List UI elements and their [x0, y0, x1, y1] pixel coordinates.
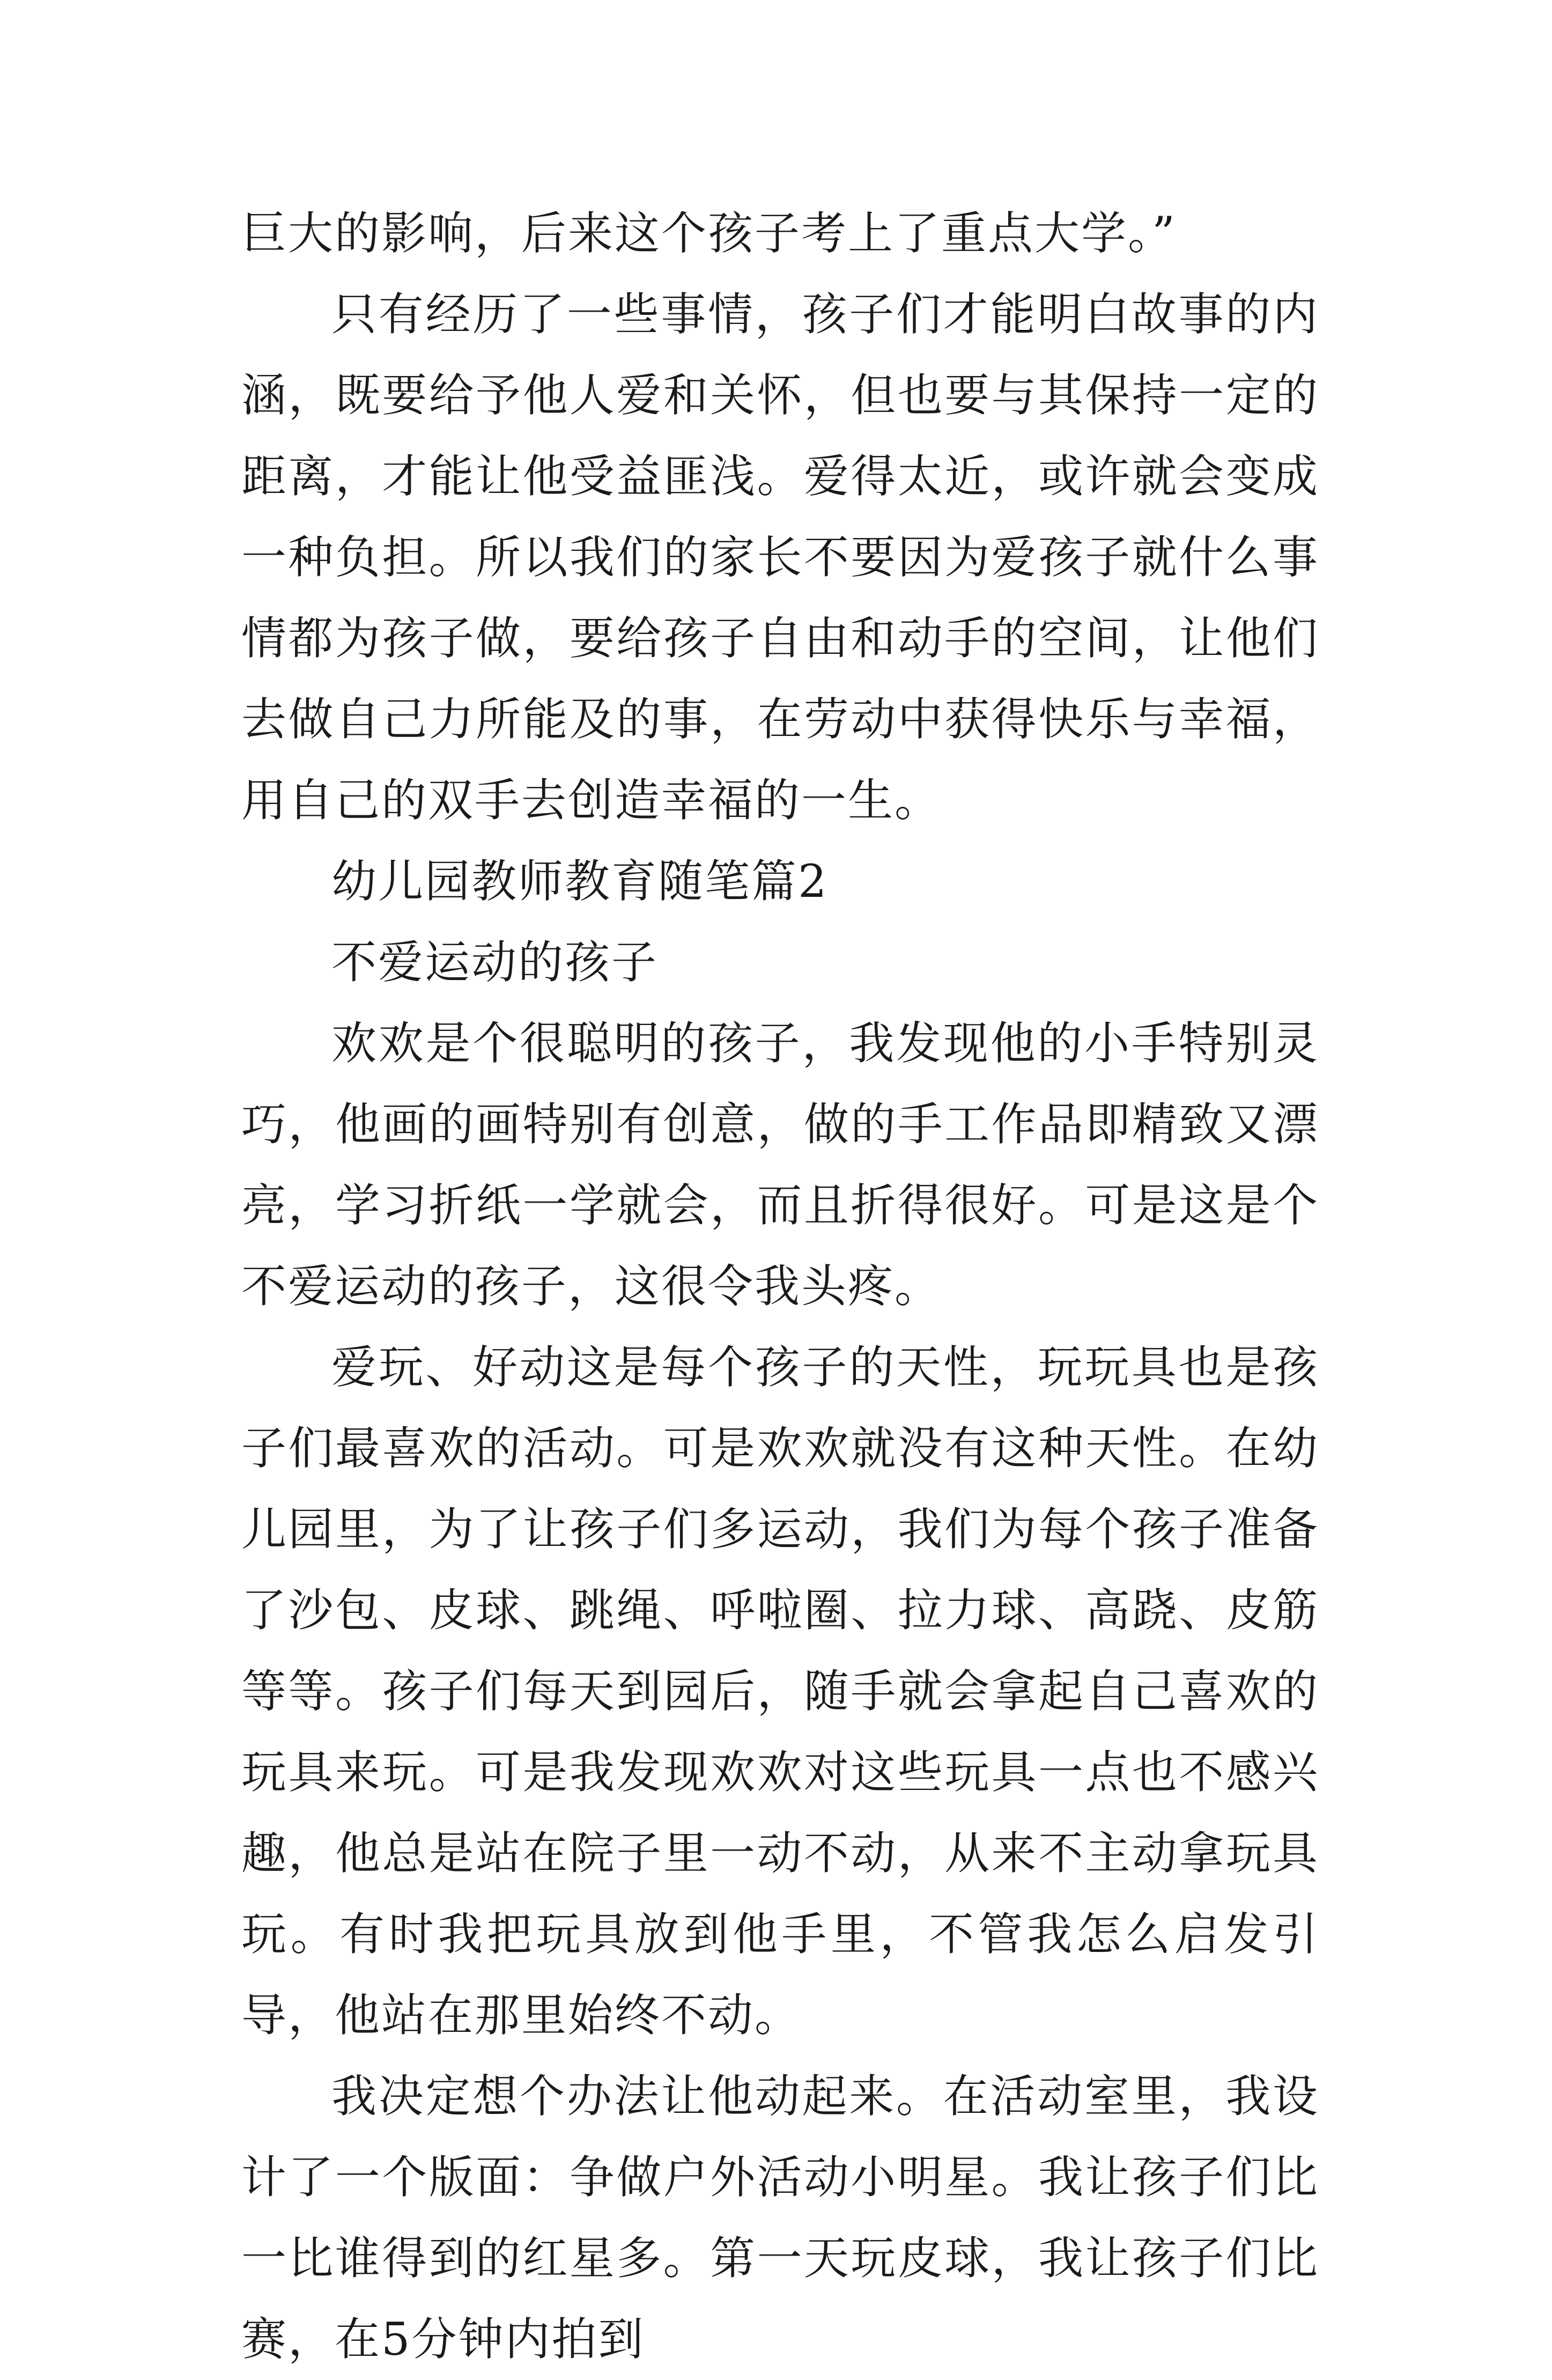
- essay-title: 不爱运动的孩子: [331, 936, 659, 989]
- section-title: 幼儿园教师教育随笔篇2: [331, 855, 829, 908]
- paragraph-continuation: 巨大的影响，后来这个孩子考上了重点大学。”: [241, 207, 1177, 260]
- paragraph: 爱玩、好动这是每个孩子的天性，玩玩具也是孩子们最喜欢的活动。可是欢欢就没有这种天性。在幼儿园里，为了让孩子们多运动，我们为每个孩子准备了沙包、皮球、跳绳、呼啦圈、拉力球、高跷、皮筋等等。孩子们每天到园后，随手就会拿起自己喜欢的玩具来玩。可是我发现欢欢对这些玩具一点也不感兴趣，他总是站在院子里一动不动，从来不主动拿玩具玩。有时我把玩具放到他手里，不管我怎么启发引导，他站在那里始终不动。: [241, 1341, 1319, 2042]
- paragraph: 我决定想个办法让他动起来。在活动室里，我设计了一个版面：争做户外活动小明星。我让孩子们比一比谁得到的红星多。第一天玩皮球，我让孩子们比赛，在5分钟内拍到: [241, 2070, 1319, 2366]
- paragraph: 只有经历了一些事情，孩子们才能明白故事的内涵，既要给予他人爱和关怀，但也要与其保持一定的距离，才能让他受益匪浅。爱得太近，或许就会变成一种负担。所以我们的家长不要因为爱孩子就什么事情都为孩子做，要给孩子自由和动手的空间，让他们去做自己力所能及的事，在劳动中获得快乐与幸福，用自己的双手去创造幸福的一生。: [241, 288, 1319, 827]
- document-body: [241, 193, 1319, 2380]
- paragraph: 欢欢是个很聪明的孩子，我发现他的小手特别灵巧，他画的画特别有创意，做的手工作品即精致又漂亮，学习折纸一学就会，而且折得很好。可是这是个不爱运动的孩子，这很令我头疼。: [241, 1017, 1319, 1313]
